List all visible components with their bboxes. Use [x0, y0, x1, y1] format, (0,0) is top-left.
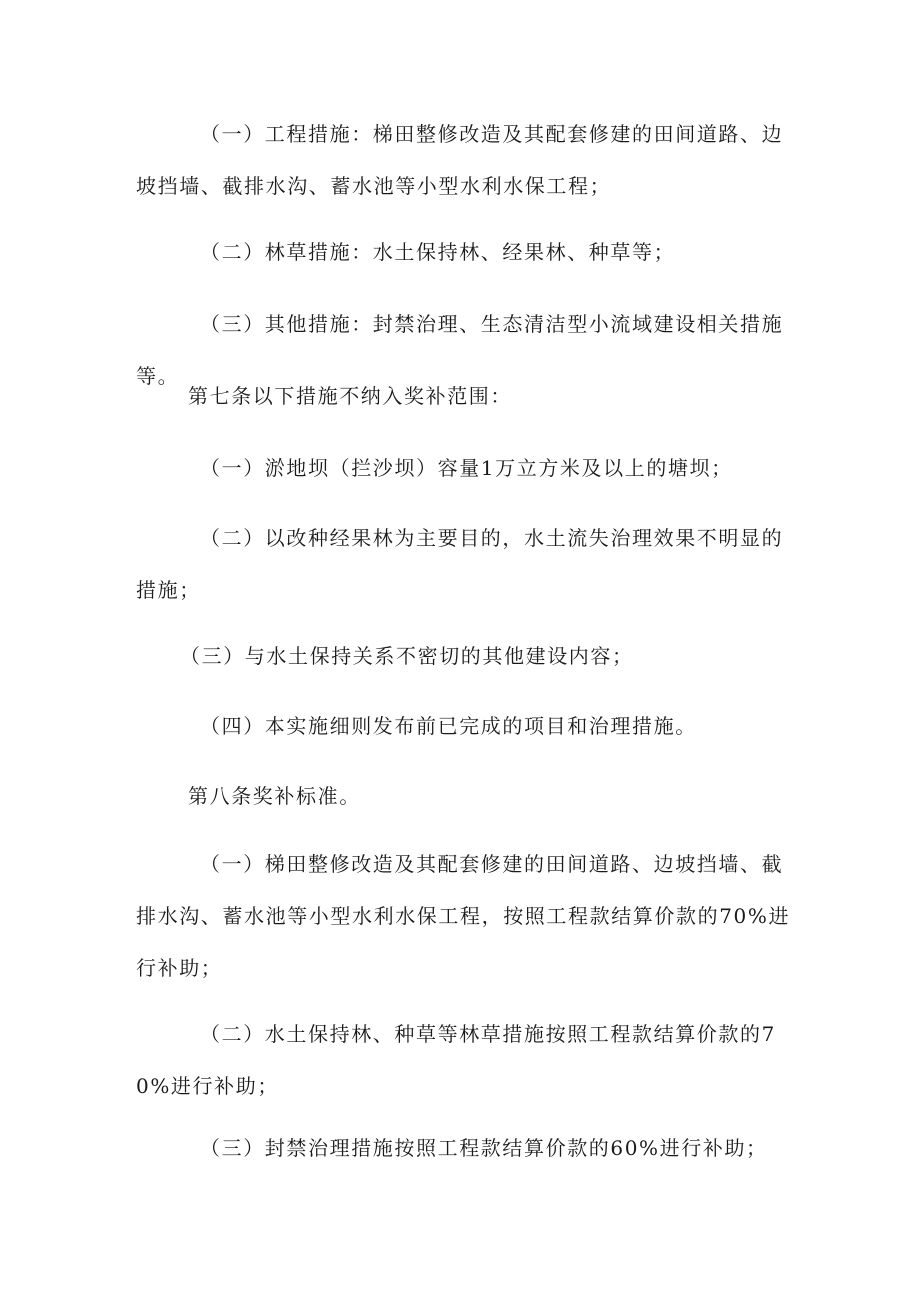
paragraph-silt-dam: （一）淤地坝（拦沙坝）容量1万立方米及以上的塘坝；: [200, 456, 733, 480]
paragraph-unrelated-content: （三）与水土保持关系不密切的其他建设内容；: [180, 644, 634, 668]
paragraph-other-measures: （三）其他措施：封禁治理、生态清洁型小流域建设相关措施等。: [136, 312, 784, 388]
paragraph-terrace-subsidy: （一）梯田整修改造及其配套修建的田间道路、边坡挡墙、截排水沟、蓄水池等小型水利水保工程，按照工程款结算价款的70%进行补助；: [136, 852, 791, 980]
paragraph-enclosure-subsidy: （三）封禁治理措施按照工程款结算价款的60%进行补助；: [200, 1136, 768, 1160]
paragraph-engineering-measures: （一）工程措施：梯田整修改造及其配套修建的田间道路、边坡挡墙、截排水沟、蓄水池等小型水利水保工程；: [136, 122, 784, 198]
paragraph-economic-forest: （二）以改种经果林为主要目的，水土流失治理效果不明显的措施；: [136, 526, 784, 602]
paragraph-completed-projects: （四）本实施细则发布前已完成的项目和治理措施。: [200, 714, 697, 738]
article-8-heading: 第八条奖补标准。: [188, 784, 361, 808]
paragraph-forest-grass-measures: （二）林草措施：水土保持林、经果林、种草等；: [200, 240, 676, 264]
paragraph-forest-subsidy: （二）水土保持林、种草等林草措施按照工程款结算价款的70%进行补助；: [136, 1022, 776, 1098]
article-7-heading: 第七条以下措施不纳入奖补范围：: [188, 384, 512, 408]
